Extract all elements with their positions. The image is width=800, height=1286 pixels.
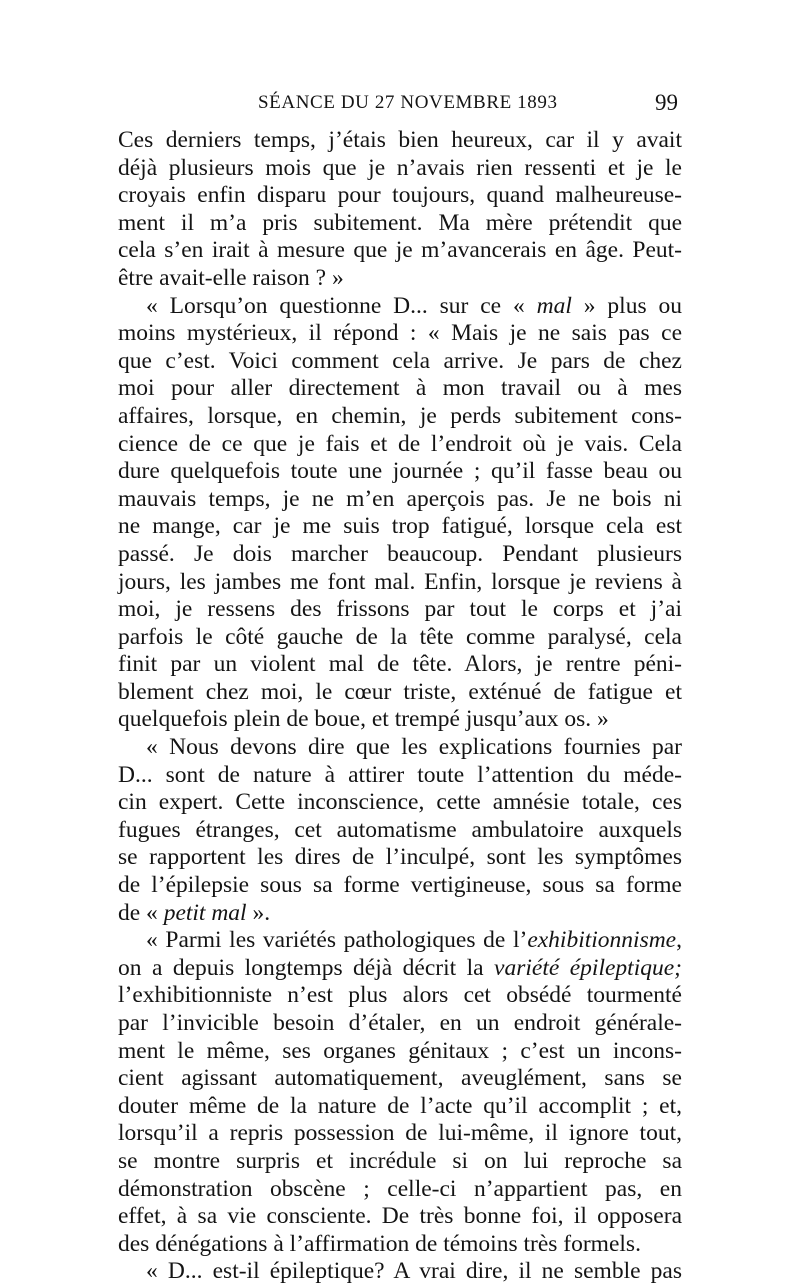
text-line xyxy=(118,955,682,983)
text-run: , xyxy=(676,927,682,954)
text-line: cience de ce que je fais et de l’endroit où je vais. Cela xyxy=(118,430,682,457)
text-line: être avait-elle raison ? » xyxy=(118,264,344,291)
body-text xyxy=(118,127,682,1286)
text-line: se rapportent les dires de l’inculpé, sont les symptômes xyxy=(118,844,682,871)
text-line: par l’invicible besoin d’étaler, en un endroit générale- xyxy=(118,1010,682,1036)
text-line xyxy=(118,900,682,928)
text-line: effet, à sa vie consciente. De très bonne foi, il opposera xyxy=(118,1203,682,1230)
text-line: mauvais temps, je ne m’en aperçois pas. Je ne bois ni xyxy=(118,485,682,512)
text-line: ment il m’a pris subitement. Ma mère prétendit que xyxy=(118,209,682,236)
text-line: ne mange, car je me suis trop fatigué, lorsque cela est xyxy=(118,513,682,540)
text-line: se montre surpris et incrédule si on lui reproche sa xyxy=(118,1147,682,1174)
text-line: Ces derniers temps, j’étais bien heureux, car il y avait xyxy=(118,127,682,153)
text-line: des dénégations à l’affirmation de témoins très formels. xyxy=(118,1230,641,1257)
text-line: cient agissant automatiquement, aveuglément, sans se xyxy=(118,1065,682,1092)
text-line: cela s’en irait à mesure que je m’avancerais en âge. Peut- xyxy=(118,237,682,264)
text-line: finit par un violent mal de tête. Alors, je rentre péni- xyxy=(118,651,682,678)
running-header xyxy=(118,80,682,120)
italic-term: exhibitionnisme xyxy=(527,927,677,954)
text-line: moi, je ressens des frissons par tout le corps et j’ai xyxy=(118,596,682,623)
italic-term: mal xyxy=(536,292,572,319)
text-run: on a depuis longtemps déjà décrit la xyxy=(118,954,495,981)
text-run: ». xyxy=(246,899,271,926)
text-line: « D... est-il épileptique? A vrai dire, il ne semble pas xyxy=(146,1258,682,1285)
text-line: affaires, lorsque, en chemin, je perds subitement cons- xyxy=(118,402,682,429)
text-line: « Nous devons dire que les explications fournies par xyxy=(146,734,682,761)
text-line: l’exhibitionniste n’est plus alors cet obsédé tourmenté xyxy=(118,982,682,1009)
text-line xyxy=(118,293,682,321)
text-line: cin expert. Cette inconscience, cette amnésie totale, ces xyxy=(118,789,682,816)
text-line: D... sont de nature à attirer toute l’attention du méde- xyxy=(118,761,682,788)
text-line xyxy=(118,927,682,955)
text-line: douter même de la nature de l’acte qu’il accomplit ; et, xyxy=(118,1092,682,1119)
page-number: 99 xyxy=(655,90,678,115)
text-run: » plus ou xyxy=(571,292,682,319)
text-run: « Lorsqu’on questionne D... sur ce « xyxy=(146,292,537,319)
text-line: dure quelquefois toute une journée ; qu’il fasse beau ou xyxy=(118,458,682,485)
text-line: croyais enfin disparu pour toujours, quand malheureuse- xyxy=(118,182,682,209)
text-line: jours, les jambes me font mal. Enfin, lorsque je reviens à xyxy=(118,568,682,595)
text-run: « Parmi les variétés pathologiques de l’ xyxy=(146,927,528,954)
text-line: de l’épilepsie sous sa forme vertigineuse, sous sa forme xyxy=(118,872,682,899)
text-line: parfois le côté gauche de la tête comme paralysé, cela xyxy=(118,623,682,650)
italic-term: variété épileptique; xyxy=(494,954,682,981)
text-line: moi pour aller directement à mon travail ou à mes xyxy=(118,375,682,402)
text-line: quelquefois plein de boue, et trempé jusqu’aux os. » xyxy=(118,706,609,733)
text-line: lorsqu’il a repris possession de lui-même, il ignore tout, xyxy=(118,1120,682,1147)
text-line: ment le même, ses organes génitaux ; c’est un incons- xyxy=(118,1037,682,1064)
text-line: démonstration obscène ; celle-ci n’appartient pas, en xyxy=(118,1175,682,1202)
running-title: SÉANCE DU 27 NOVEMBRE 1893 xyxy=(258,92,558,113)
text-line: que c’est. Voici comment cela arrive. Je pars de chez xyxy=(118,347,682,374)
italic-term: petit mal xyxy=(163,899,247,926)
text-line: passé. Je dois marcher beaucoup. Pendant plusieurs xyxy=(118,540,682,567)
text-run: de « xyxy=(118,899,164,926)
text-line: déjà plusieurs mois que je n’avais rien ressenti et je le xyxy=(118,154,682,181)
text-line: blement chez moi, le cœur triste, exténué de fatigue et xyxy=(118,678,682,705)
text-line: moins mystérieux, il répond : « Mais je ne sais pas ce xyxy=(118,320,682,347)
text-line: fugues étranges, cet automatisme ambulatoire auxquels xyxy=(118,816,682,843)
